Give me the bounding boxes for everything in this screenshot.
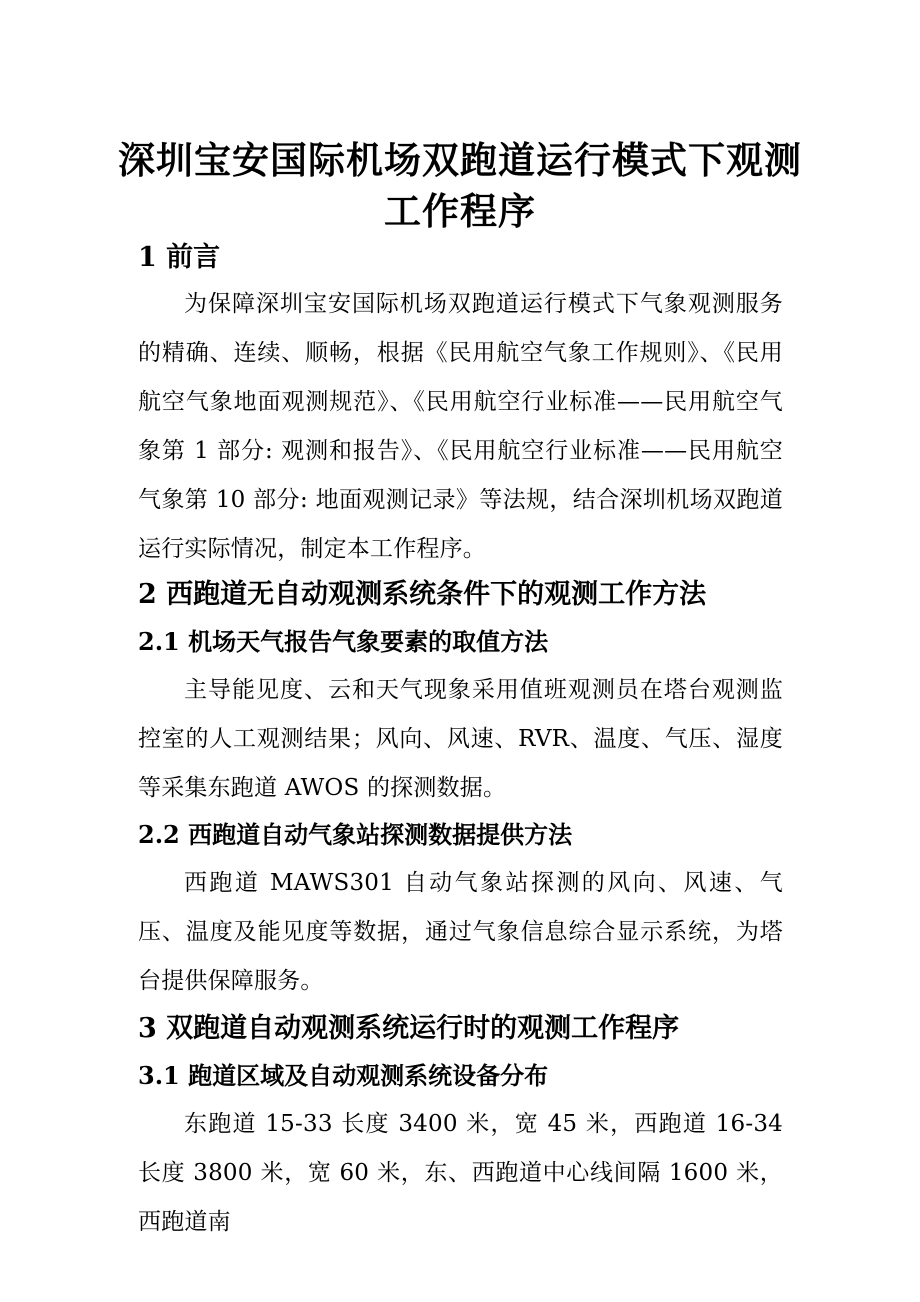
section-2-2-body: 西跑道 MAWS301 自动气象站探测的风向、风速、气压、温度及能见度等数据，通过气象信息综合显示系统，为塔台提供保障服务。 bbox=[138, 870, 783, 994]
section-2-2-heading: 2.2 西跑道自动气象站探测数据提供方法 bbox=[138, 820, 573, 849]
section-2-heading: 2 西跑道无自动观测系统条件下的观测工作方法 bbox=[138, 579, 707, 610]
section-3-1-heading: 3.1 跑道区域及自动观测系统设备分布 bbox=[138, 1061, 549, 1090]
section-3-heading: 3 双跑道自动观测系统运行时的观测工作程序 bbox=[138, 1013, 680, 1044]
document-title-line-2: 工作程序 bbox=[384, 189, 536, 233]
document-title-line-1: 深圳宝安国际机场双跑道运行模式下观测 bbox=[118, 138, 802, 182]
section-2-1-heading: 2.1 机场天气报告气象要素的取值方法 bbox=[138, 627, 549, 656]
section-1-heading: 1 前言 bbox=[138, 242, 221, 273]
section-1-body: 为保障深圳宝安国际机场双跑道运行模式下气象观测服务的精确、连续、顺畅，根据《民用航空气象工作规则》、《民用航空气象地面观测规范》、《民用航空行业标准——民用航空气象第 1 部分: 观测和报告》、《民用航空行业标准——民用航空气象第 10 部分: 地面观测记录》等法规，结合深圳机场双跑道运行实际情况，制定本工作程序。 bbox=[138, 291, 783, 562]
section-2-1-body: 主导能见度、云和天气现象采用值班观测员在塔台观测监控室的人工观测结果；风向、风速、RVR、温度、气压、湿度等采集东跑道 AWOS 的探测数据。 bbox=[138, 677, 783, 801]
section-3-1-body: 东跑道 15-33 长度 3400 米，宽 45 米，西跑道 16-34 长度 3800 米，宽 60 米，东、西跑道中心线间隔 1600 米，西跑道南 bbox=[138, 1111, 783, 1235]
